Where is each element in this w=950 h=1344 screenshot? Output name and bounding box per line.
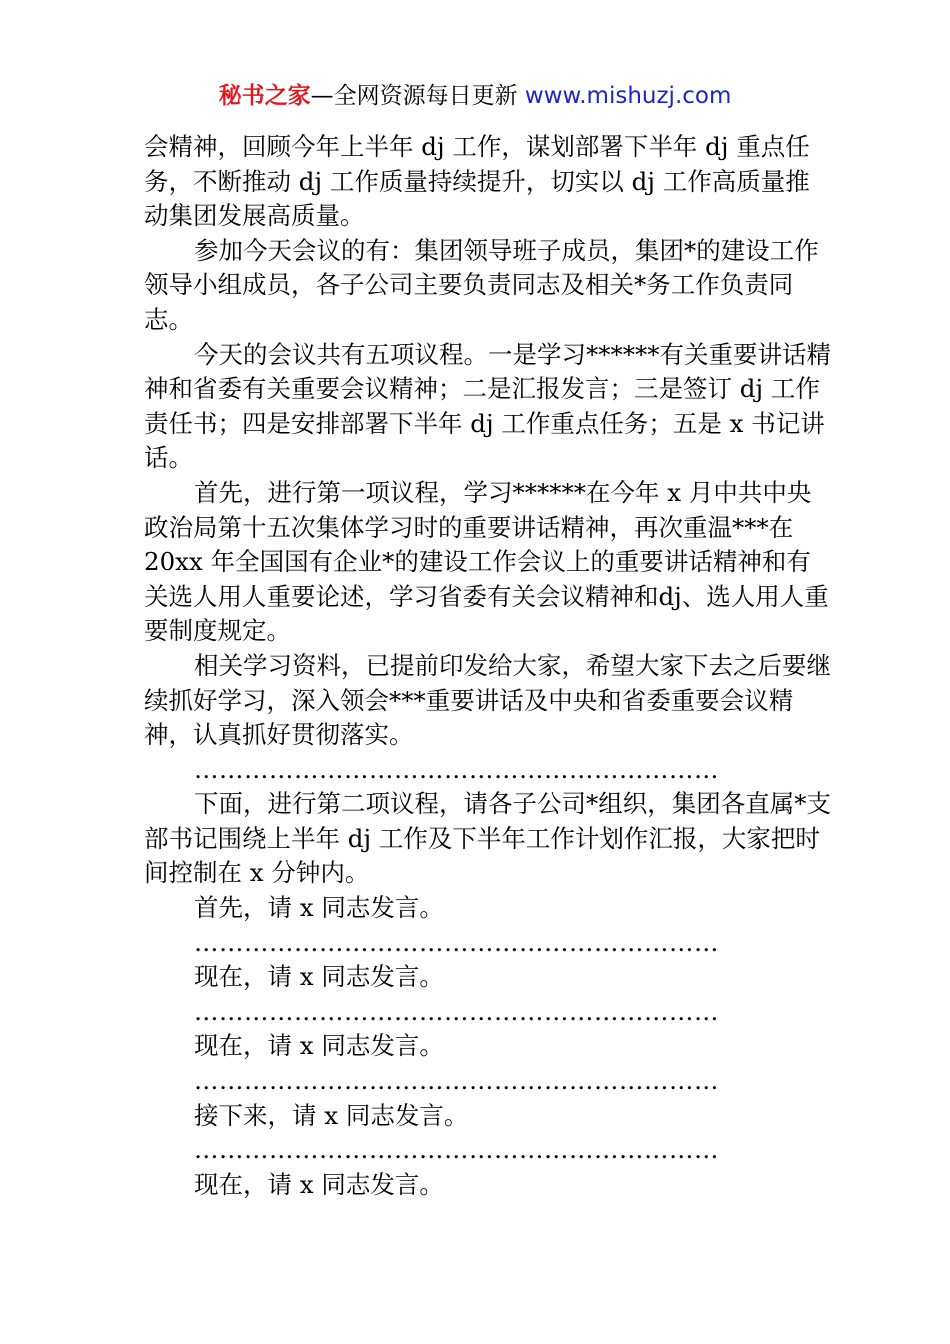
paragraph-continuation: 会精神，回顾今年上半年 dj 工作，谋划部署下半年 dj 重点任务，不断推动 dj 工作质量持续提升，切实以 dj 工作高质量推动集团发展高质量。	[144, 132, 810, 231]
paragraph-second-item: 下面，进行第二项议程，请各子公司*组织，集团各直属*支部书记围绕上半年 dj 工作及下半年工作计划作汇报，大家把时间控制在 x 分钟内。	[144, 789, 831, 888]
speaker-line: 接下来，请 x 同志发言。	[194, 1100, 469, 1130]
ellipsis-line: ………………………………………………………	[194, 1066, 719, 1096]
speaker-line: 现在，请 x 同志发言。	[194, 1031, 444, 1061]
ellipsis-line: ………………………………………………………	[194, 927, 719, 957]
ellipsis-line: ………………………………………………………	[194, 996, 719, 1026]
site-url-link[interactable]: www.mishuzj.com	[524, 83, 732, 109]
paragraph-first-item: 首先，进行第一项议程，学习******在今年 x 月中共中央政治局第十五次集体学习时的重要讲话精神，再次重温***在 20xx 年全国国有企业*的建设工作会议上的重要讲话精神和有关选人用人重要论述，学习省委有关会议精神和dj、选人用人重要制度规定。	[144, 477, 829, 646]
paragraph-study-materials: 相关学习资料，已提前印发给大家，希望大家下去之后要继续抓好学习，深入领会***重要讲话及中央和省委重要会议精神，认真抓好贯彻落实。	[144, 650, 831, 750]
ellipsis-line: ………………………………………………………	[194, 754, 719, 784]
speaker-line: 现在，请 x 同志发言。	[194, 1169, 444, 1199]
site-brand: 秘书之家	[218, 83, 311, 109]
speaker-line: 现在，请 x 同志发言。	[194, 962, 444, 992]
paragraph-agenda: 今天的会议共有五项议程。一是学习******有关重要讲话精神和省委有关重要会议精神；二是汇报发言；三是签订 dj 工作责任书；四是安排部署下半年 dj 工作重点任务；五是 x 书记讲话。	[144, 339, 831, 473]
site-tagline: —全网资源每日更新	[310, 83, 525, 109]
site-header	[0, 78, 950, 114]
ellipsis-line: ………………………………………………………	[194, 1135, 719, 1165]
document-body	[144, 130, 834, 1202]
paragraph-attendees: 参加今天会议的有：集团领导班子成员，集团*的建设工作领导小组成员，各子公司主要负责同志及相关*务工作负责同志。	[144, 235, 819, 334]
speaker-line: 首先，请 x 同志发言。	[194, 893, 444, 923]
